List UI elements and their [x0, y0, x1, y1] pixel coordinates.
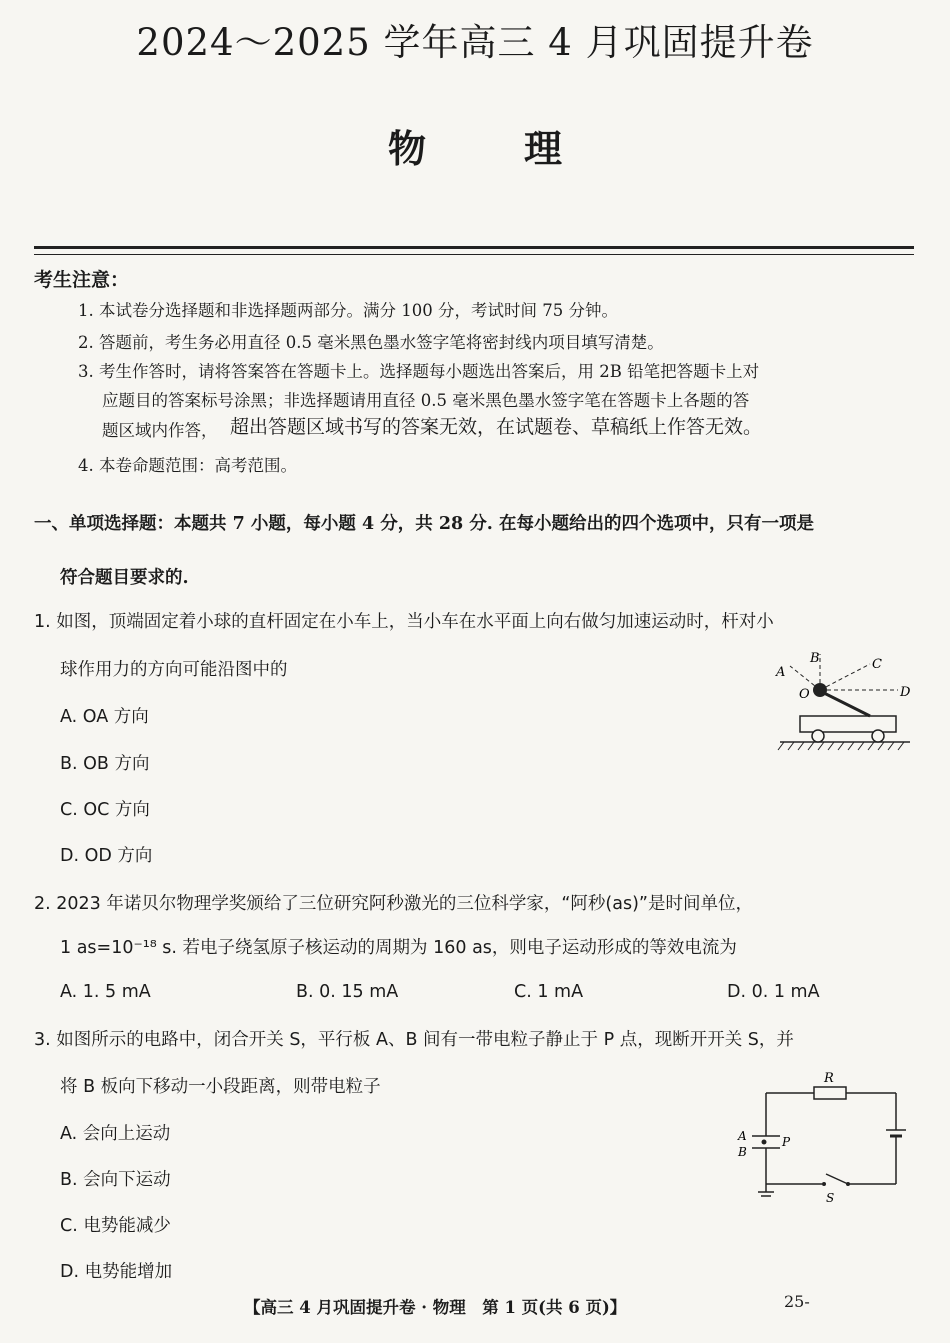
notice-item-4: 4. 本卷命题范围：高考范围。	[78, 456, 297, 475]
particle-p	[762, 1140, 767, 1145]
q3-option-c: C. 电势能减少	[60, 1216, 171, 1236]
section-heading-cont: 符合题目要求的.	[60, 568, 189, 588]
q2-stem-cont: 1 as=10⁻¹⁸ s. 若电子绕氢原子核运动的周期为 160 as，则电子运动形成的等效电流为	[60, 938, 737, 958]
ground-hatch	[778, 742, 904, 750]
resistor	[814, 1087, 846, 1099]
q2-option-a: A. 1. 5 mA	[60, 982, 151, 1002]
header-rule-thin	[34, 254, 914, 255]
subject-title	[388, 118, 564, 173]
q3-option-d: D. 电势能增加	[60, 1262, 173, 1282]
q1-stem-cont: 球作用力的方向可能沿图中的	[60, 660, 288, 680]
label-o: O	[799, 687, 810, 702]
subject-char-2: 理	[524, 126, 565, 171]
page-code: 25-	[784, 1292, 810, 1311]
cart-body	[800, 716, 896, 732]
q3-stem-cont: 将 B 板向下移动一小段距离，则带电粒子	[60, 1077, 381, 1097]
label-s: S	[826, 1191, 835, 1205]
notice-item-3: 3. 考生作答时，请将答案答在答题卡上。选择题每小题选出答案后，用 2B 铅笔把答题卡上对	[78, 362, 760, 381]
switch-contact-2	[822, 1182, 826, 1186]
exam-title: 2024～2025 学年高三 4 月巩固提升卷	[136, 21, 814, 64]
page-footer: 【高三 4 月巩固提升卷 · 物理 第 1 页(共 6 页)】	[244, 1298, 627, 1317]
label-a-plate: A	[738, 1129, 747, 1143]
header-rule-thick	[34, 246, 914, 249]
q2-stem: 2. 2023 年诺贝尔物理学奖颁给了三位研究阿秒激光的三位科学家，“阿秒(as)”是时间单位，	[34, 894, 753, 914]
label-b: B	[810, 651, 820, 666]
switch-contact-1	[846, 1182, 850, 1186]
q3-stem: 3. 如图所示的电路中，闭合开关 S，平行板 A、B 间有一带电粒子静止于 P 点，现断开开关 S，并	[34, 1030, 794, 1050]
label-b-plate: B	[738, 1145, 747, 1159]
notice-item-2: 2. 答题前，考生务必用直径 0.5 毫米黑色墨水签字笔将密封线内项目填写清楚。	[78, 333, 664, 352]
notice-item-1: 1. 本试卷分选择题和非选择题两部分。满分 100 分，考试时间 75 分钟。	[78, 301, 618, 320]
label-c: C	[872, 657, 882, 672]
label-d: D	[900, 685, 911, 700]
q3-option-a: A. 会向上运动	[60, 1124, 171, 1144]
q1-option-b: B. OB 方向	[60, 754, 150, 774]
q1-stem: 1. 如图，顶端固定着小球的直杆固定在小车上，当小车在水平面上向右做匀加速运动时，杆对小	[34, 612, 774, 632]
notice-label: 考生注意：	[34, 269, 130, 291]
notice-item-3-cont: 应题目的答案标号涂黑；非选择题请用直径 0.5 毫米黑色墨水签字笔在答题卡上各题的答	[102, 391, 750, 410]
q2-option-b: B. 0. 15 mA	[296, 982, 399, 1002]
q2-option-c: C. 1 mA	[514, 982, 584, 1002]
notice-item-3-emphasis: 超出答题区域书写的答案无效，在试题卷、草稿纸上作答无效。	[230, 416, 763, 438]
subject-char-1: 物	[388, 126, 429, 171]
cart-wheel-left	[812, 730, 824, 742]
section-heading: 一、单项选择题：本题共 7 小题，每小题 4 分，共 28 分. 在每小题给出的四个选项中，只有一项是	[34, 514, 814, 534]
q1-cart-figure	[770, 646, 920, 756]
q3-circuit-figure	[730, 1068, 920, 1208]
label-r: R	[824, 1071, 834, 1086]
switch-blade	[826, 1174, 848, 1184]
q3-option-b: B. 会向下运动	[60, 1170, 171, 1190]
q2-option-d: D. 0. 1 mA	[727, 982, 820, 1002]
line-oc	[820, 664, 870, 690]
notice-item-3-cont2: 题区域内作答，	[102, 421, 218, 440]
cart-wheel-right	[872, 730, 884, 742]
label-a: A	[776, 665, 786, 680]
q1-option-c: C. OC 方向	[60, 800, 150, 820]
q1-option-a: A. OA 方向	[60, 707, 149, 727]
label-p: P	[782, 1135, 791, 1149]
q1-option-d: D. OD 方向	[60, 846, 153, 866]
